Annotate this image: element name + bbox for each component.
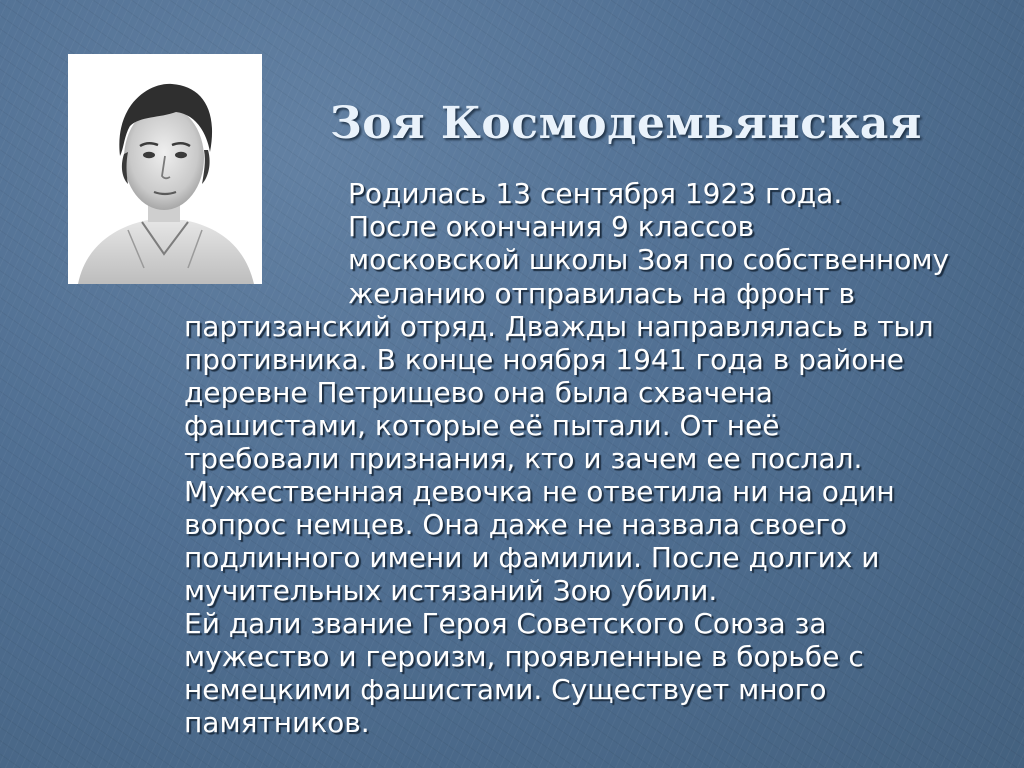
slide-title: Зоя Космодемьянская bbox=[330, 98, 922, 149]
biography-line: мучительных истязаний Зою убили. bbox=[184, 574, 718, 607]
portrait-photo bbox=[68, 54, 262, 284]
biography-line: московской школы Зоя по собственному bbox=[348, 243, 950, 276]
biography-line: Родилась 13 сентября 1923 года. bbox=[348, 177, 843, 210]
biography-line: подлинного имени и фамилии. После долгих и bbox=[184, 541, 880, 574]
biography-line: противника. В конце ноября 1941 года в районе bbox=[184, 343, 904, 376]
biography-line: мужество и героизм, проявленные в борьбе с bbox=[184, 640, 864, 673]
biography-line: фашистами, которые её пытали. От неё bbox=[184, 409, 780, 442]
biography-line: деревне Петрищево она была схвачена bbox=[184, 376, 773, 409]
biography-line: После окончания 9 классов bbox=[348, 210, 755, 243]
portrait-illustration bbox=[68, 54, 262, 284]
biography-line: памятников. bbox=[184, 706, 370, 739]
biography-line: Мужественная девочка не ответила ни на один bbox=[184, 475, 895, 508]
biography-line: вопрос немцев. Она даже не назвала своего bbox=[184, 508, 848, 541]
biography-line: желанию отправилась на фронт в bbox=[348, 277, 855, 310]
biography-line: немецкими фашистами. Существует много bbox=[184, 673, 827, 706]
biography-line: Ей дали звание Героя Советского Союза за bbox=[184, 607, 827, 640]
biography-line: требовали признания, кто и зачем ее послал. bbox=[184, 442, 863, 475]
biography-line: партизанский отряд. Дважды направлялась в тыл bbox=[184, 310, 934, 343]
